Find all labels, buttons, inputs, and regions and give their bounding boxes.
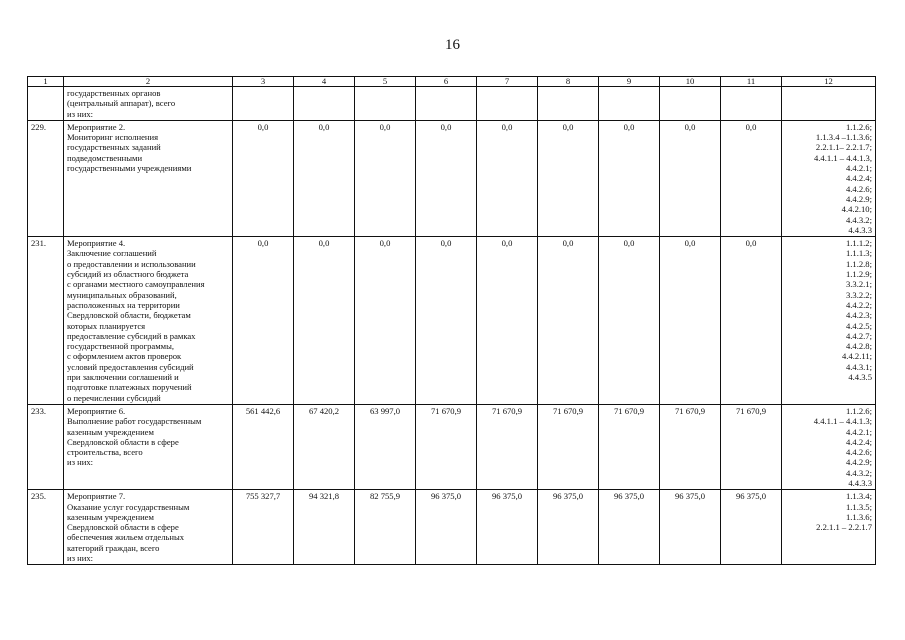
value-cell: 71 670,9 <box>477 404 538 489</box>
activity-name-line: Выполнение работ государственным <box>67 416 202 427</box>
activity-name-line: (центральный аппарат), всего <box>67 98 176 109</box>
target-ref-line: 4.4.2.3; <box>845 310 872 321</box>
column-number-row <box>28 77 876 87</box>
page-number: 16 <box>445 37 460 53</box>
activity-name-line: Оказание услуг государственным <box>67 501 190 512</box>
activity-name-cell <box>64 490 233 565</box>
activity-name-line: государственной программы, <box>67 341 175 352</box>
value-cell: 755 327,7 <box>233 490 294 565</box>
target-ref-line: 4.4.2.4; <box>845 173 872 184</box>
column-number: 12 <box>782 77 876 87</box>
target-ref-line: 4.4.2.4; <box>845 436 872 447</box>
value-cell: 94 321,8 <box>294 490 355 565</box>
target-ref-line: 4.4.2.10; <box>841 204 872 215</box>
value-cell: 96 375,0 <box>660 490 721 565</box>
table-row <box>28 120 876 236</box>
activity-name-line: казенным учреждением <box>67 511 154 522</box>
value-cell: 0,0 <box>233 237 294 405</box>
activity-name-line: Свердловской области в сфере <box>67 436 179 447</box>
activity-name-line: с органами местного самоуправления <box>67 279 205 290</box>
activity-name-line: подготовке платежных поручений <box>67 382 192 393</box>
activity-name-cell <box>64 404 233 489</box>
value-cell: 71 670,9 <box>721 404 782 489</box>
value-cell: 0,0 <box>355 120 416 236</box>
target-ref-line: 4.4.2.1; <box>845 426 872 437</box>
target-ref-line: 1.1.3.5; <box>845 501 872 512</box>
value-cell: 0,0 <box>538 120 599 236</box>
target-ref-line: 1.1.2.8; <box>845 258 872 269</box>
value-cell: 96 375,0 <box>721 490 782 565</box>
target-ref-line: 4.4.2.11; <box>842 351 872 362</box>
value-cell: 0,0 <box>721 120 782 236</box>
value-cell: 71 670,9 <box>416 404 477 489</box>
value-cell: 0,0 <box>660 237 721 405</box>
activity-name-line: из них: <box>67 457 94 468</box>
target-ref-line: 4.4.3.2; <box>845 467 872 478</box>
value-cell: 0,0 <box>416 237 477 405</box>
column-number: 9 <box>599 77 660 87</box>
target-ref-line: 4.4.2.9; <box>845 193 872 204</box>
target-ref-line: 1.1.3.4; <box>845 491 872 502</box>
activity-name-line: предоставление субсидий в рамках <box>67 330 196 341</box>
target-refs-cell <box>782 87 876 121</box>
column-number: 5 <box>355 77 416 87</box>
value-cell: 0,0 <box>477 237 538 405</box>
activity-name-line: казенным учреждением <box>67 426 154 437</box>
activity-name-line: государственными учреждениями <box>67 163 192 174</box>
target-ref-line: 4.4.2.1; <box>845 163 872 174</box>
value-cell: 96 375,0 <box>416 490 477 565</box>
target-ref-line: 4.4.2.7; <box>845 330 872 341</box>
target-ref-line: 1.1.1.3; <box>845 248 872 259</box>
value-cell: 71 670,9 <box>599 404 660 489</box>
target-ref-line: 3.3.2.2; <box>845 289 872 300</box>
target-ref-line: 4.4.1.1 – 4.4.1.3, <box>813 152 872 163</box>
value-cell: 96 375,0 <box>538 490 599 565</box>
column-number: 6 <box>416 77 477 87</box>
value-cell: 63 997,0 <box>355 404 416 489</box>
activity-name-line: Заключение соглашений <box>67 248 157 259</box>
target-ref-line: 1.1.2.9; <box>845 269 872 280</box>
activity-name-line: из них: <box>67 553 94 564</box>
value-cell: 561 442,6 <box>233 404 294 489</box>
target-ref-line: 4.4.2.2; <box>845 299 872 310</box>
value-cell: 0,0 <box>416 120 477 236</box>
value-cell: 0,0 <box>660 120 721 236</box>
activity-name-line: расположенных на территории <box>67 299 180 310</box>
column-number: 11 <box>721 77 782 87</box>
target-ref-line: 1.1.3.4 –1.1.3.6; <box>815 132 872 143</box>
target-refs-cell <box>782 404 876 489</box>
value-cell: 96 375,0 <box>599 490 660 565</box>
column-number: 2 <box>64 77 233 87</box>
table-row <box>28 237 876 405</box>
value-cell: 0,0 <box>355 237 416 405</box>
activity-name-line: о перечислении субсидий <box>67 392 161 403</box>
value-cell: 0,0 <box>599 120 660 236</box>
target-ref-line: 3.3.2.1; <box>845 279 872 290</box>
continuation-row <box>28 87 876 121</box>
activity-name-line: муниципальных образований, <box>67 289 177 300</box>
target-ref-line: 2.2.1.1 – 2.2.1.7 <box>816 522 872 533</box>
activity-name-line: при заключении соглашений и <box>67 372 179 383</box>
activity-name-cell <box>64 237 233 405</box>
target-refs-cell <box>782 490 876 565</box>
activity-name-line: обеспечения жильем отдельных <box>67 532 185 543</box>
activity-name-line: Мероприятие 7. <box>67 491 126 502</box>
column-number: 7 <box>477 77 538 87</box>
target-ref-line: 4.4.3.3 <box>848 224 872 235</box>
value-cell <box>233 87 294 121</box>
blank-line <box>785 532 872 542</box>
target-ref-line: 4.4.3.5 <box>848 372 872 383</box>
activity-name-line: субсидий из областного бюджета <box>67 269 189 280</box>
target-ref-line: 4.4.2.6; <box>845 183 872 194</box>
activity-name-line: Мероприятие 6. <box>67 405 126 416</box>
value-cell <box>294 87 355 121</box>
value-cell: 0,0 <box>477 120 538 236</box>
column-number: 10 <box>660 77 721 87</box>
target-ref-line: 4.4.2.6; <box>845 447 872 458</box>
activity-name-line: Свердловской области в сфере <box>67 522 179 533</box>
activity-name-line: строительства, всего <box>67 447 143 458</box>
activity-name-line: Мероприятие 2. <box>67 121 126 132</box>
activity-name-line: условий предоставления субсидий <box>67 361 194 372</box>
column-number: 4 <box>294 77 355 87</box>
value-cell: 67 420,2 <box>294 404 355 489</box>
column-number: 3 <box>233 77 294 87</box>
value-cell <box>660 87 721 121</box>
target-refs-cell <box>782 120 876 236</box>
value-cell <box>721 87 782 121</box>
value-cell: 0,0 <box>721 237 782 405</box>
row-number-cell: 229. <box>28 120 64 236</box>
value-cell <box>599 87 660 121</box>
activity-name-line: Мониторинг исполнения <box>67 132 159 143</box>
target-ref-line: 4.4.2.8; <box>845 341 872 352</box>
target-ref-line: 4.4.2.5; <box>845 320 872 331</box>
activity-name-line: категорий граждан, всего <box>67 542 160 553</box>
value-cell <box>416 87 477 121</box>
activity-name-line: государственных органов <box>67 88 161 98</box>
value-cell: 0,0 <box>538 237 599 405</box>
value-cell: 71 670,9 <box>538 404 599 489</box>
value-cell <box>355 87 416 121</box>
activity-name-line: подведомственными <box>67 152 143 163</box>
table-row <box>28 404 876 489</box>
value-cell: 71 670,9 <box>660 404 721 489</box>
activity-name-line: о предоставлении и использовании <box>67 258 196 269</box>
row-number-cell <box>28 87 64 121</box>
budget-table <box>27 76 876 565</box>
row-number-cell: 233. <box>28 404 64 489</box>
target-ref-line: 1.1.2.6; <box>845 121 872 132</box>
column-number: 8 <box>538 77 599 87</box>
activity-name-cell <box>64 87 233 121</box>
value-cell: 0,0 <box>233 120 294 236</box>
column-number: 1 <box>28 77 64 87</box>
value-cell <box>477 87 538 121</box>
activity-name-line: государственных заданий <box>67 142 161 153</box>
activity-name-line: Мероприятие 4. <box>67 238 126 249</box>
target-ref-line: 4.4.1.1 – 4.4.1.3; <box>813 416 872 427</box>
activity-name-line: с оформлением актов проверок <box>67 351 182 362</box>
value-cell: 0,0 <box>599 237 660 405</box>
value-cell: 82 755,9 <box>355 490 416 565</box>
value-cell: 96 375,0 <box>477 490 538 565</box>
activity-name-line: из них: <box>67 108 94 119</box>
value-cell <box>538 87 599 121</box>
target-ref-line: 1.1.3.6; <box>845 511 872 522</box>
row-number-cell: 231. <box>28 237 64 405</box>
target-refs-cell <box>782 237 876 405</box>
activity-name-line: Свердловской области, бюджетам <box>67 310 191 321</box>
target-ref-line: 1.1.2.6; <box>845 405 872 416</box>
target-ref-line: 4.4.3.3 <box>848 477 872 488</box>
activity-name-line: которых планируется <box>67 320 146 331</box>
target-ref-line: 1.1.1.2; <box>845 238 872 249</box>
target-ref-line: 2.2.1.1– 2.2.1.7; <box>815 142 872 153</box>
value-cell: 0,0 <box>294 237 355 405</box>
row-number-cell: 235. <box>28 490 64 565</box>
target-ref-line: 4.4.3.2; <box>845 214 872 225</box>
target-ref-line: 4.4.3.1; <box>845 361 872 372</box>
target-ref-line: 4.4.2.9; <box>845 457 872 468</box>
value-cell: 0,0 <box>294 120 355 236</box>
table-row <box>28 490 876 565</box>
activity-name-cell <box>64 120 233 236</box>
